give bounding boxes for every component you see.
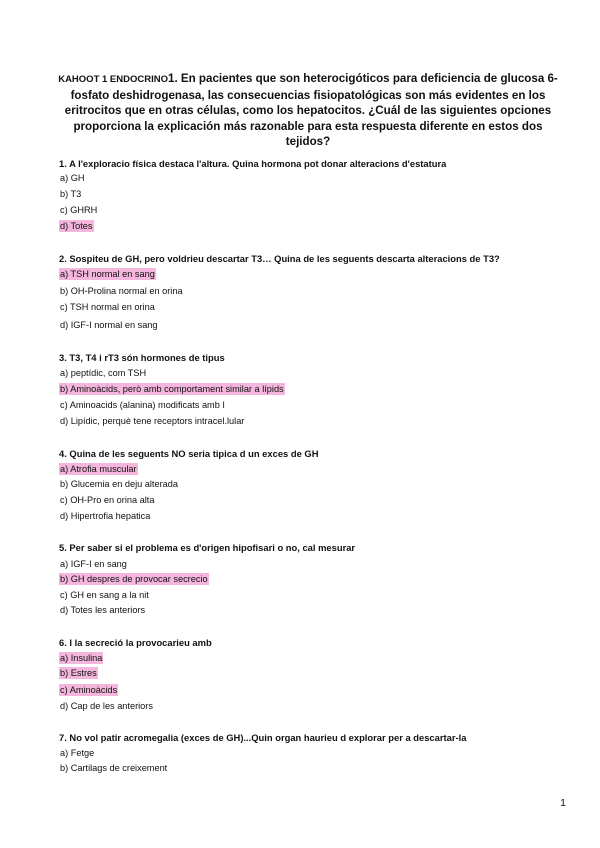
header-prefix: KAHOOT 1 ENDOCRINO	[58, 74, 168, 85]
answer-option: d) Hipertrofia hepatica	[60, 511, 151, 521]
question-title: 2. Sospiteu de GH, pero voldrieu descartar T3… Quina de les seguents descarta alteracions de T3?	[59, 253, 500, 264]
highlighted-answer-option: b) GH despres de provocar secrecio	[60, 574, 208, 584]
question-title: 1. A l'exploracio física destaca l'altura. Quina hormona pot donar alteracions d'estatura	[59, 158, 447, 169]
answer-option: b) T3	[60, 189, 82, 199]
answer-option: a) Fetge	[60, 748, 95, 758]
answer-option: b) Glucemia en deju alterada	[60, 479, 178, 489]
question-title: 7. No vol patir acromegalia (exces de GH)...Quin organ haurieu d explorar per a descartar-la	[59, 732, 467, 743]
highlighted-answer-option: a) Insulina	[60, 653, 103, 663]
page-number: 1	[560, 797, 566, 809]
highlighted-answer-option: b) Estres	[60, 668, 97, 678]
question-title: 6. I la secreció la provocarieu amb	[59, 637, 212, 648]
answer-option: d) Totes les anteriors	[60, 605, 146, 615]
answer-option: b) Cartilags de creixement	[60, 763, 168, 773]
answer-option: d) Lipídic, perquè tene receptors intracel.lular	[60, 416, 245, 426]
answer-option: c) OH-Pro en orina alta	[60, 495, 155, 505]
answer-option: d) Cap de les anteriors	[60, 701, 153, 711]
answer-option: b) OH-Prolina normal en orina	[60, 286, 183, 296]
answer-option: c) GH en sang a la nit	[60, 590, 149, 600]
answer-option: a) IGF-I en sang	[60, 559, 127, 569]
question-title: 5. Per saber si el problema es d'origen hipofisari o no, cal mesurar	[59, 542, 356, 553]
answer-option: a) peptídic, com TSH	[60, 368, 147, 378]
answer-option: c) Aminoacids (alanina) modificats amb I	[60, 400, 225, 410]
answer-option: d) IGF-I normal en sang	[60, 320, 158, 330]
highlighted-answer-option: c) Aminoàcids	[60, 685, 118, 695]
highlighted-answer-option: b) Aminoàcids, però amb comportament similar a lípids	[60, 384, 284, 394]
answer-option: a) GH	[60, 173, 85, 183]
highlighted-answer-option: a) Atrofia muscular	[60, 464, 137, 474]
header-question: 1. En pacientes que son heterocigóticos para deficiencia de glucosa 6-fosfato deshidrogenasa, las consecuencias fisiopatológicas son más evidentes en los eritrocitos que en otras células, como los hepatocitos. ¿Cuál de las siguientes opciones proporciona la explicación más razonable para esta respuesta diferente en estos dos tejidos?	[64, 72, 558, 148]
answer-option: c) GHRH	[60, 205, 98, 215]
answer-option: c) TSH normal en orina	[60, 302, 155, 312]
question-title: 3. T3, T4 i rT3 són hormones de tipus	[59, 352, 225, 363]
document-header	[58, 71, 558, 150]
highlighted-answer-option: d) Totes	[60, 221, 93, 231]
question-title: 4. Quina de les seguents NO seria tipica d un exces de GH	[59, 448, 319, 459]
highlighted-answer-option: a) TSH normal en sang	[60, 269, 155, 279]
